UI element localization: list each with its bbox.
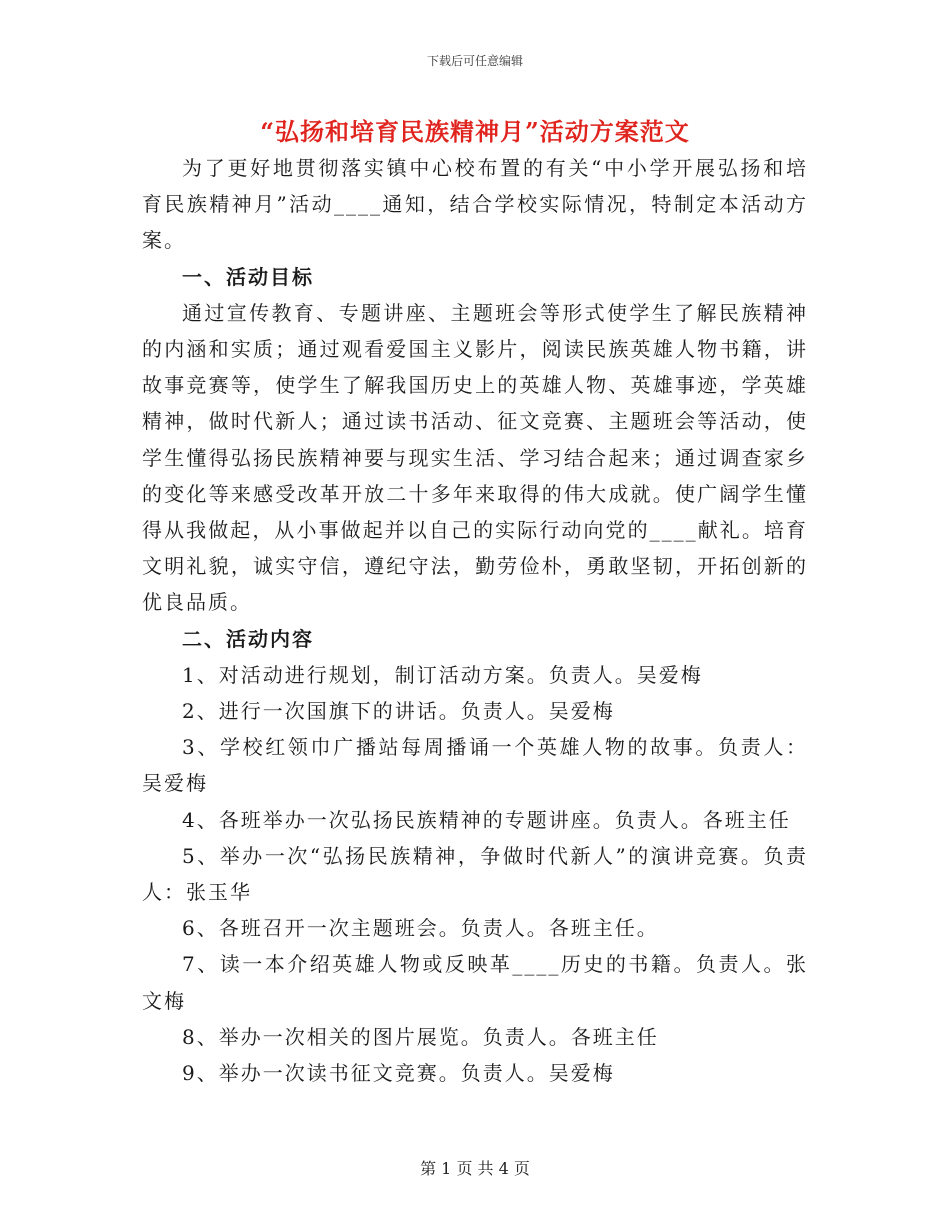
page-number: 第 1 页 共 4 页 [420,1159,530,1178]
list-item: 3、学校红领巾广播站每周播诵一个英雄人物的故事。负责人：吴爱梅 [142,735,808,796]
goals-paragraph: 通过宣传教育、专题讲座、主题班会等形式使学生了解民族精神的内涵和实质；通过观看爱国主义影片，阅读民族英雄人物书籍，讲故事竞赛等，使学生了解我国历史上的英雄人物、英雄事迹，学英雄精神，做时代新人；通过读书活动、征文竞赛、主题班会等活动，使学生懂得弘扬民族精神要与现实生活、学习结合起来；通过调查家乡的变化等来感受改革开放二十多年来取得的伟大成就。使广阔学生懂得从我做起，从小事做起并以自己的实际行动向党的____献礼。培育文明礼貌，诚实守信，遵纪守法，勤劳俭朴，勇敢坚韧，开拓创新的优良品质。 [142,300,808,615]
section-heading-goals: 一、活动目标 [182,264,314,289]
list-item: 5、举办一次“弘扬民族精神，争做时代新人”的演讲竞赛。负责人：张玉华 [142,843,808,905]
list-item: 4、各班举办一次弘扬民族精神的专题讲座。负责人。各班主任 [182,807,791,832]
list-item: 7、读一本介绍英雄人物或反映革____历史的书籍。负责人。张文梅 [142,952,808,1013]
document-title: “弘扬和培育民族精神月”活动方案范文 [260,117,690,146]
list-item: 9、举办一次读书征文竞赛。负责人。吴爱梅 [182,1061,615,1086]
document-body [142,150,808,1091]
header-note: 下载后可任意编辑 [426,54,523,68]
intro-paragraph: 为了更好地贯彻落实镇中心校布置的有关“中小学开展弘扬和培育民族精神月”活动____通知，结合学校实际情况，特制定本活动方案。 [142,156,808,253]
list-item: 8、举办一次相关的图片展览。负责人。各班主任 [182,1024,659,1049]
list-item: 1、对活动进行规划，制订活动方案。负责人。吴爱梅 [182,662,703,687]
section-heading-content: 二、活动内容 [182,626,314,651]
list-item: 6、各班召开一次主题班会。负责人。各班主任。 [182,916,659,941]
list-item: 2、进行一次国旗下的讲话。负责人。吴爱梅 [182,699,615,724]
